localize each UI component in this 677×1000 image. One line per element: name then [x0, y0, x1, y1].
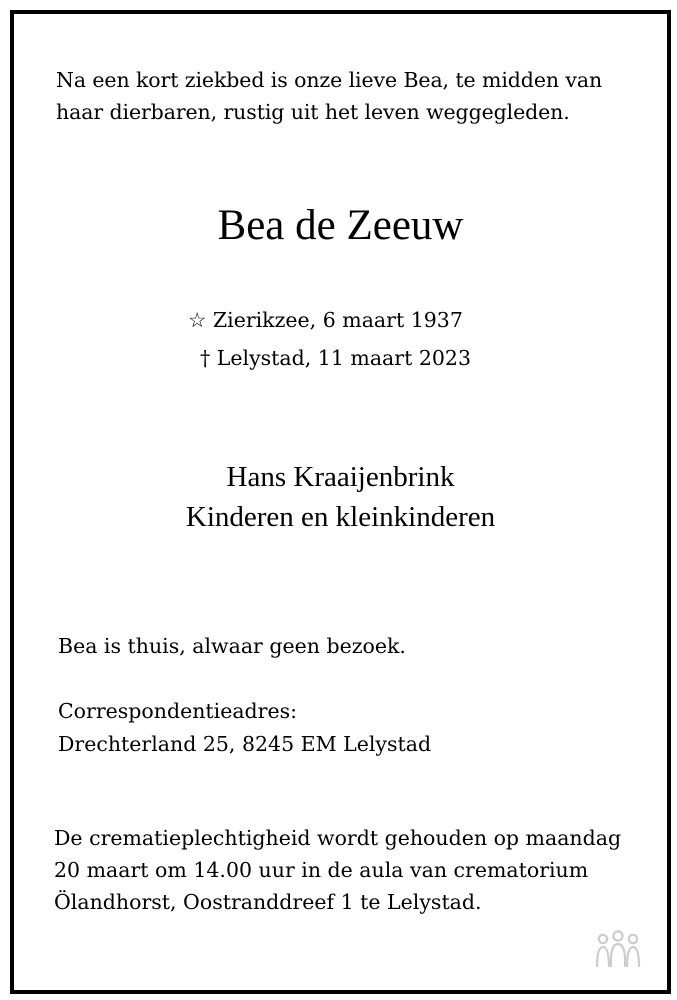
correspondence-street: Drechterland 25, 8245 EM Lelystad	[58, 732, 432, 756]
ceremony-line-1: De crematieplechtigheid wordt gehouden op maandag	[54, 826, 622, 850]
family-line-1: Hans Kraaijenbrink	[226, 461, 455, 493]
life-dates	[188, 301, 548, 377]
obituary-card	[10, 10, 671, 994]
death-date: † Lelystad, 11 maart 2023	[200, 346, 471, 370]
family-names	[14, 457, 667, 537]
intro-text	[56, 64, 636, 128]
intro-line-1: Na een kort ziekbed is onze lieve Bea, te midden van	[56, 68, 603, 92]
intro-line-2: haar dierbaren, rustig uit het leven weggegleden.	[56, 100, 570, 124]
ceremony-line-2: 20 maart om 14.00 uur in de aula van crematorium	[54, 858, 589, 882]
correspondence-label: Correspondentieadres:	[58, 699, 298, 723]
birth-date: ☆ Zierikzee, 6 maart 1937	[188, 308, 463, 332]
deceased-name: Bea de Zeeuw	[217, 202, 464, 249]
ceremony-notice	[54, 822, 654, 918]
ceremony-line-3: Ölandhorst, Oostranddreef 1 te Lelystad.	[54, 890, 482, 914]
family-line-2: Kinderen en kleinkinderen	[185, 501, 496, 533]
visit-notice: Bea is thuis, alwaar geen bezoek.	[58, 634, 406, 658]
family-figures-icon	[595, 930, 641, 970]
correspondence-address	[58, 695, 431, 761]
